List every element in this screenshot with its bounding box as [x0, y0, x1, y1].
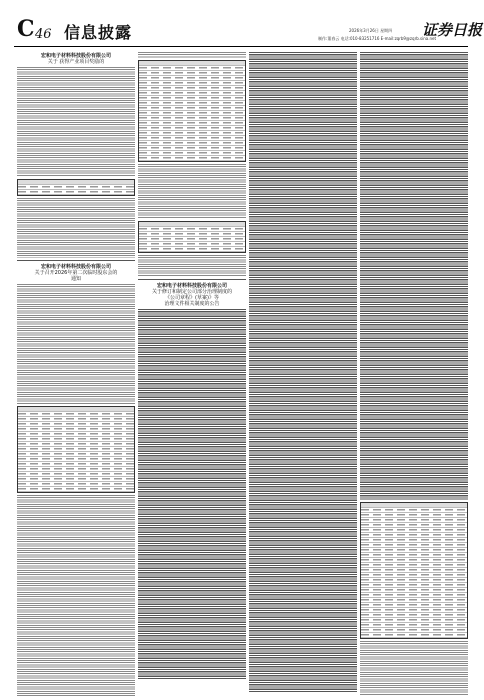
body-text [249, 52, 357, 692]
data-table [138, 60, 246, 162]
data-table [17, 406, 135, 493]
body-text [138, 164, 246, 219]
data-table [360, 502, 468, 639]
article-separator [138, 279, 246, 280]
section-title: 信息披露 [64, 23, 133, 42]
section-number: 46 [35, 27, 52, 42]
masthead [0, 0, 484, 50]
article-title-line: 关于召开2026年第二次临时股东会的 [34, 269, 118, 276]
article-title [17, 53, 135, 65]
article-title-line: 关于修订和制定公司部分治理制度的 [151, 288, 232, 295]
body-text [138, 309, 246, 679]
body-text [17, 284, 135, 404]
article-title-line: 《公司章程》(草案)》等 [165, 294, 219, 301]
column-2 [138, 50, 246, 696]
article-title-line: 宏和电子材料科技股份有限公司 [40, 53, 111, 59]
date-line: 2026年3月26日 星期四 [349, 28, 393, 33]
masthead-rule [14, 46, 468, 47]
body-text [360, 641, 468, 696]
body-text [17, 67, 135, 177]
body-text [360, 52, 468, 500]
article-title-line: 关于 获得产业项目奖励的 [47, 59, 105, 65]
column-4 [360, 50, 468, 696]
column-3 [249, 50, 357, 696]
article-title [138, 283, 246, 307]
article-title-line: 宏和电子材料科技股份有限公司 [40, 263, 111, 270]
body-text [17, 495, 135, 697]
data-table [138, 221, 246, 253]
column-1 [17, 50, 135, 696]
article-title-line: 通知 [70, 275, 81, 282]
section-letter: C [17, 16, 35, 42]
body-text [138, 255, 246, 277]
body-text [138, 52, 246, 58]
editor-line: 制作:董春云 电话:010-83251716 E-mail:zqrb9@zqrb.sina.net [318, 36, 437, 41]
article-title [17, 264, 135, 282]
article-title-line: 宏和电子材料科技股份有限公司 [156, 282, 227, 289]
newspaper-logo: 证券日报 [422, 21, 483, 39]
data-table [17, 179, 135, 196]
body-text [17, 198, 135, 258]
article-separator [17, 260, 135, 261]
article-title-line: 治理文件相关制度的公告 [164, 300, 220, 307]
